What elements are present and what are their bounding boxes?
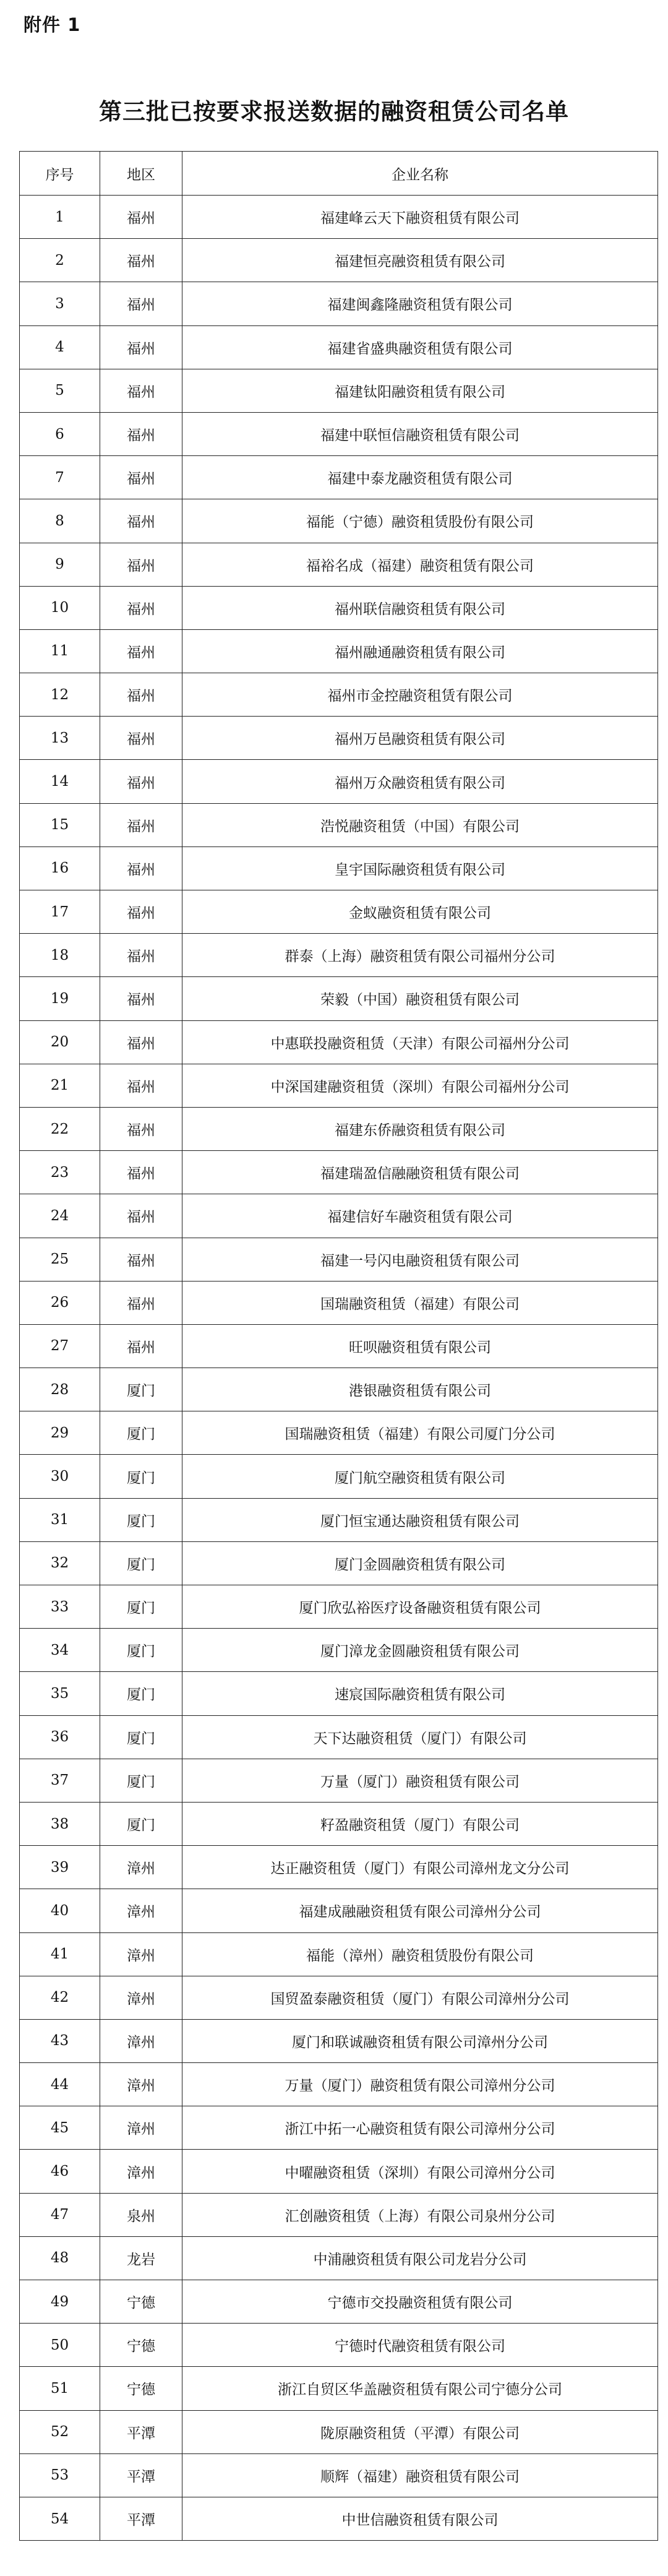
cell-region: 福州 <box>100 456 182 499</box>
cell-serial-number: 44 <box>20 2063 100 2106</box>
cell-company-name: 福裕名成（福建）融资租赁有限公司 <box>182 543 658 586</box>
cell-company-name: 宁德时代融资租赁有限公司 <box>182 2324 658 2367</box>
table-row <box>20 2019 658 2062</box>
cell-region: 漳州 <box>100 1889 182 1932</box>
cell-region: 厦门 <box>100 1672 182 1715</box>
cell-region: 福州 <box>100 543 182 586</box>
table-row <box>20 934 658 977</box>
cell-region: 厦门 <box>100 1498 182 1541</box>
table-row <box>20 196 658 239</box>
cell-region: 厦门 <box>100 1759 182 1802</box>
cell-company-name: 厦门欣弘裕医疗设备融资租赁有限公司 <box>182 1585 658 1629</box>
cell-company-name: 厦门漳龙金圆融资租赁有限公司 <box>182 1629 658 1672</box>
cell-region: 福州 <box>100 1064 182 1107</box>
cell-company-name: 福建闽鑫隆融资租赁有限公司 <box>182 282 658 325</box>
table-row <box>20 1411 658 1455</box>
table-row <box>20 846 658 890</box>
page-title: 第三批已按要求报送数据的融资租赁公司名单 <box>99 98 569 125</box>
cell-serial-number: 12 <box>20 673 100 717</box>
cell-region: 泉州 <box>100 2193 182 2236</box>
cell-region: 厦门 <box>100 1368 182 1411</box>
cell-company-name: 浙江中拓一心融资租赁有限公司漳州分公司 <box>182 2106 658 2150</box>
cell-serial-number: 18 <box>20 934 100 977</box>
table-row <box>20 1802 658 1845</box>
cell-region: 平潭 <box>100 2410 182 2453</box>
cell-company-name: 福能（漳州）融资租赁股份有限公司 <box>182 1932 658 1976</box>
cell-company-name: 达正融资租赁（厦门）有限公司漳州龙文分公司 <box>182 1846 658 1889</box>
cell-company-name: 福建峰云天下融资租赁有限公司 <box>182 196 658 239</box>
cell-company-name: 荣毅（中国）融资租赁有限公司 <box>182 977 658 1020</box>
cell-company-name: 国瑞融资租赁（福建）有限公司厦门分公司 <box>182 1411 658 1455</box>
cell-serial-number: 1 <box>20 196 100 239</box>
table-row <box>20 2324 658 2367</box>
cell-company-name: 浩悦融资租赁（中国）有限公司 <box>182 803 658 846</box>
cell-serial-number: 22 <box>20 1107 100 1150</box>
cell-region: 福州 <box>100 282 182 325</box>
cell-company-name: 福州市金控融资租赁有限公司 <box>182 673 658 717</box>
cell-region: 福州 <box>100 629 182 673</box>
cell-company-name: 速宸国际融资租赁有限公司 <box>182 1672 658 1715</box>
table-row <box>20 586 658 629</box>
cell-region: 福州 <box>100 846 182 890</box>
cell-company-name: 福能（宁德）融资租赁股份有限公司 <box>182 499 658 543</box>
table-row <box>20 1368 658 1411</box>
table-row <box>20 2063 658 2106</box>
cell-company-name: 福建中联恒信融资租赁有限公司 <box>182 412 658 455</box>
table-row <box>20 1455 658 1498</box>
cell-region: 漳州 <box>100 2106 182 2150</box>
cell-region: 福州 <box>100 1151 182 1194</box>
cell-company-name: 中世信融资租赁有限公司 <box>182 2497 658 2540</box>
cell-region: 厦门 <box>100 1715 182 1759</box>
table-row <box>20 1889 658 1932</box>
cell-region: 漳州 <box>100 2063 182 2106</box>
table-row <box>20 1585 658 1629</box>
cell-serial-number: 2 <box>20 239 100 282</box>
cell-company-name: 顺辉（福建）融资租赁有限公司 <box>182 2453 658 2497</box>
cell-serial-number: 24 <box>20 1194 100 1238</box>
cell-company-name: 港银融资租赁有限公司 <box>182 1368 658 1411</box>
cell-serial-number: 8 <box>20 499 100 543</box>
cell-company-name: 福建恒亮融资租赁有限公司 <box>182 239 658 282</box>
table-row <box>20 717 658 760</box>
cell-region: 漳州 <box>100 2150 182 2193</box>
table-row <box>20 1020 658 1064</box>
cell-region: 福州 <box>100 412 182 455</box>
cell-company-name: 万量（厦门）融资租赁有限公司漳州分公司 <box>182 2063 658 2106</box>
cell-serial-number: 37 <box>20 1759 100 1802</box>
cell-company-name: 福州万众融资租赁有限公司 <box>182 760 658 803</box>
company-table-container <box>19 151 657 2541</box>
table-row <box>20 456 658 499</box>
cell-company-name: 陇原融资租赁（平潭）有限公司 <box>182 2410 658 2453</box>
cell-region: 福州 <box>100 1194 182 1238</box>
table-row <box>20 629 658 673</box>
cell-serial-number: 42 <box>20 1976 100 2019</box>
cell-region: 厦门 <box>100 1802 182 1845</box>
cell-serial-number: 4 <box>20 325 100 369</box>
attachment-label: 附件 1 <box>24 14 81 35</box>
table-row <box>20 2497 658 2540</box>
table-row <box>20 977 658 1020</box>
cell-region: 龙岩 <box>100 2236 182 2280</box>
cell-company-name: 福建中泰龙融资租赁有限公司 <box>182 456 658 499</box>
cell-company-name: 天下达融资租赁（厦门）有限公司 <box>182 1715 658 1759</box>
cell-company-name: 厦门恒宝通达融资租赁有限公司 <box>182 1498 658 1541</box>
cell-company-name: 中惠联投融资租赁（天津）有限公司福州分公司 <box>182 1020 658 1064</box>
table-row <box>20 673 658 717</box>
cell-region: 福州 <box>100 1107 182 1150</box>
table-row <box>20 1151 658 1194</box>
cell-region: 厦门 <box>100 1629 182 1672</box>
cell-serial-number: 5 <box>20 369 100 412</box>
cell-region: 福州 <box>100 196 182 239</box>
table-row <box>20 1846 658 1889</box>
cell-serial-number: 11 <box>20 629 100 673</box>
cell-serial-number: 51 <box>20 2367 100 2410</box>
cell-serial-number: 36 <box>20 1715 100 1759</box>
cell-serial-number: 6 <box>20 412 100 455</box>
cell-region: 漳州 <box>100 2019 182 2062</box>
cell-serial-number: 19 <box>20 977 100 1020</box>
table-row <box>20 2193 658 2236</box>
table-body <box>20 196 658 2541</box>
table-row <box>20 1194 658 1238</box>
cell-serial-number: 50 <box>20 2324 100 2367</box>
cell-region: 福州 <box>100 890 182 934</box>
cell-company-name: 籽盈融资租赁（厦门）有限公司 <box>182 1802 658 1845</box>
table-row <box>20 2367 658 2410</box>
cell-serial-number: 33 <box>20 1585 100 1629</box>
cell-serial-number: 41 <box>20 1932 100 1976</box>
cell-company-name: 福州融通融资租赁有限公司 <box>182 629 658 673</box>
cell-company-name: 皇宇国际融资租赁有限公司 <box>182 846 658 890</box>
company-table <box>19 151 658 2541</box>
cell-serial-number: 21 <box>20 1064 100 1107</box>
cell-company-name: 中浦融资租赁有限公司龙岩分公司 <box>182 2236 658 2280</box>
cell-serial-number: 16 <box>20 846 100 890</box>
table-header <box>20 152 658 196</box>
cell-company-name: 国贸盈泰融资租赁（厦门）有限公司漳州分公司 <box>182 1976 658 2019</box>
cell-region: 宁德 <box>100 2324 182 2367</box>
table-row <box>20 1498 658 1541</box>
cell-region: 福州 <box>100 239 182 282</box>
cell-company-name: 宁德市交投融资租赁有限公司 <box>182 2280 658 2324</box>
cell-region: 厦门 <box>100 1455 182 1498</box>
table-row <box>20 1629 658 1672</box>
table-row <box>20 1759 658 1802</box>
table-row <box>20 2280 658 2324</box>
table-row <box>20 1541 658 1585</box>
cell-region: 漳州 <box>100 1976 182 2019</box>
table-row <box>20 2410 658 2453</box>
cell-serial-number: 39 <box>20 1846 100 1889</box>
table-row <box>20 499 658 543</box>
table-row <box>20 1064 658 1107</box>
cell-company-name: 旺呗融资租赁有限公司 <box>182 1324 658 1368</box>
cell-company-name: 金蚁融资租赁有限公司 <box>182 890 658 934</box>
cell-company-name: 浙江自贸区华盖融资租赁有限公司宁德分公司 <box>182 2367 658 2410</box>
cell-serial-number: 38 <box>20 1802 100 1845</box>
cell-serial-number: 43 <box>20 2019 100 2062</box>
cell-company-name: 中曜融资租赁（深圳）有限公司漳州分公司 <box>182 2150 658 2193</box>
cell-company-name: 福建钛阳融资租赁有限公司 <box>182 369 658 412</box>
cell-region: 漳州 <box>100 1932 182 1976</box>
cell-region: 厦门 <box>100 1585 182 1629</box>
cell-company-name: 福州万邑融资租赁有限公司 <box>182 717 658 760</box>
table-row <box>20 2106 658 2150</box>
table-row <box>20 1672 658 1715</box>
table-row <box>20 1932 658 1976</box>
cell-region: 福州 <box>100 977 182 1020</box>
table-row <box>20 543 658 586</box>
table-row <box>20 2150 658 2193</box>
cell-region: 平潭 <box>100 2453 182 2497</box>
cell-serial-number: 46 <box>20 2150 100 2193</box>
cell-company-name: 汇创融资租赁（上海）有限公司泉州分公司 <box>182 2193 658 2236</box>
table-row <box>20 760 658 803</box>
cell-serial-number: 30 <box>20 1455 100 1498</box>
cell-serial-number: 7 <box>20 456 100 499</box>
table-row <box>20 890 658 934</box>
cell-serial-number: 34 <box>20 1629 100 1672</box>
cell-region: 厦门 <box>100 1541 182 1585</box>
cell-region: 宁德 <box>100 2367 182 2410</box>
cell-serial-number: 45 <box>20 2106 100 2150</box>
cell-serial-number: 17 <box>20 890 100 934</box>
cell-region: 漳州 <box>100 1846 182 1889</box>
cell-company-name: 福建省盛典融资租赁有限公司 <box>182 325 658 369</box>
cell-serial-number: 54 <box>20 2497 100 2540</box>
cell-region: 福州 <box>100 1020 182 1064</box>
cell-company-name: 万量（厦门）融资租赁有限公司 <box>182 1759 658 1802</box>
table-row <box>20 2236 658 2280</box>
cell-region: 福州 <box>100 717 182 760</box>
cell-company-name: 福建一号闪电融资租赁有限公司 <box>182 1238 658 1281</box>
cell-region: 福州 <box>100 1324 182 1368</box>
cell-region: 福州 <box>100 934 182 977</box>
cell-company-name: 国瑞融资租赁（福建）有限公司 <box>182 1281 658 1324</box>
header-serial-number: 序号 <box>20 152 100 196</box>
cell-region: 福州 <box>100 1281 182 1324</box>
cell-serial-number: 26 <box>20 1281 100 1324</box>
cell-serial-number: 9 <box>20 543 100 586</box>
cell-region: 福州 <box>100 325 182 369</box>
cell-serial-number: 29 <box>20 1411 100 1455</box>
table-row <box>20 325 658 369</box>
cell-serial-number: 10 <box>20 586 100 629</box>
cell-company-name: 群泰（上海）融资租赁有限公司福州分公司 <box>182 934 658 977</box>
cell-serial-number: 14 <box>20 760 100 803</box>
cell-region: 福州 <box>100 586 182 629</box>
table-row <box>20 1976 658 2019</box>
cell-serial-number: 35 <box>20 1672 100 1715</box>
cell-company-name: 福州联信融资租赁有限公司 <box>182 586 658 629</box>
cell-company-name: 厦门和联诚融资租赁有限公司漳州分公司 <box>182 2019 658 2062</box>
cell-serial-number: 15 <box>20 803 100 846</box>
cell-serial-number: 27 <box>20 1324 100 1368</box>
table-row <box>20 239 658 282</box>
table-row <box>20 282 658 325</box>
cell-region: 福州 <box>100 499 182 543</box>
cell-region: 平潭 <box>100 2497 182 2540</box>
table-row <box>20 1715 658 1759</box>
cell-serial-number: 25 <box>20 1238 100 1281</box>
table-row <box>20 1324 658 1368</box>
cell-serial-number: 53 <box>20 2453 100 2497</box>
cell-serial-number: 40 <box>20 1889 100 1932</box>
header-region: 地区 <box>100 152 182 196</box>
table-row <box>20 1238 658 1281</box>
table-row <box>20 369 658 412</box>
cell-region: 宁德 <box>100 2280 182 2324</box>
cell-region: 福州 <box>100 760 182 803</box>
table-row <box>20 803 658 846</box>
cell-serial-number: 48 <box>20 2236 100 2280</box>
cell-company-name: 福建成融融资租赁有限公司漳州分公司 <box>182 1889 658 1932</box>
cell-company-name: 厦门航空融资租赁有限公司 <box>182 1455 658 1498</box>
header-company-name: 企业名称 <box>182 152 658 196</box>
table-row <box>20 1281 658 1324</box>
cell-serial-number: 49 <box>20 2280 100 2324</box>
table-row <box>20 412 658 455</box>
cell-company-name: 福建瑞盈信融融资租赁有限公司 <box>182 1151 658 1194</box>
cell-serial-number: 13 <box>20 717 100 760</box>
cell-serial-number: 28 <box>20 1368 100 1411</box>
cell-serial-number: 23 <box>20 1151 100 1194</box>
cell-serial-number: 20 <box>20 1020 100 1064</box>
cell-serial-number: 52 <box>20 2410 100 2453</box>
cell-region: 厦门 <box>100 1411 182 1455</box>
cell-region: 福州 <box>100 1238 182 1281</box>
cell-serial-number: 3 <box>20 282 100 325</box>
cell-serial-number: 31 <box>20 1498 100 1541</box>
cell-company-name: 厦门金圆融资租赁有限公司 <box>182 1541 658 1585</box>
cell-region: 福州 <box>100 369 182 412</box>
cell-serial-number: 47 <box>20 2193 100 2236</box>
cell-serial-number: 32 <box>20 1541 100 1585</box>
table-row <box>20 2453 658 2497</box>
cell-company-name: 中深国建融资租赁（深圳）有限公司福州分公司 <box>182 1064 658 1107</box>
cell-region: 福州 <box>100 803 182 846</box>
table-header-row <box>20 152 658 196</box>
cell-company-name: 福建东侨融资租赁有限公司 <box>182 1107 658 1150</box>
cell-region: 福州 <box>100 673 182 717</box>
table-row <box>20 1107 658 1150</box>
cell-company-name: 福建信好车融资租赁有限公司 <box>182 1194 658 1238</box>
